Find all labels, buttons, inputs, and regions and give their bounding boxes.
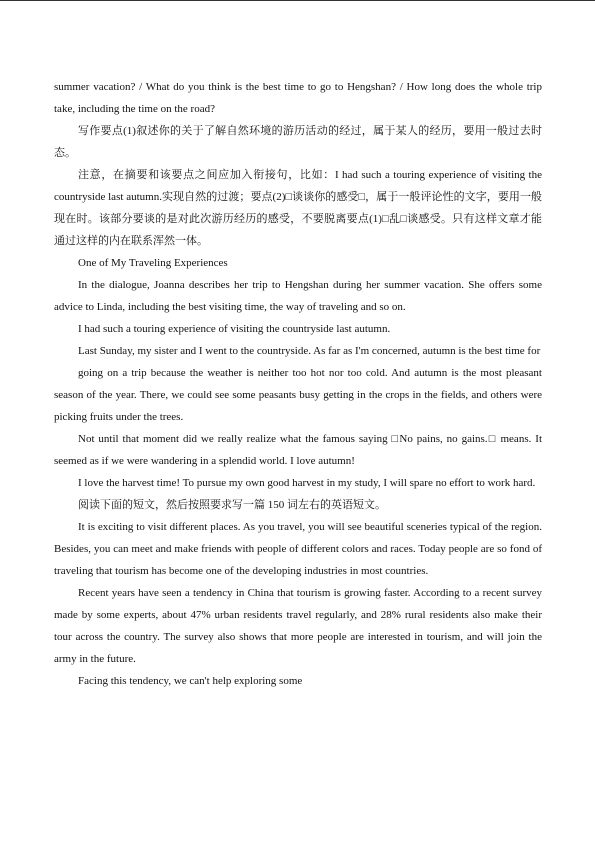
paragraph-14: Facing this tendency, we can't help exploring some: [78, 675, 303, 687]
paragraph-3: 注意，在摘要和该要点之间应加入衔接句，比如：I had such a touring experience of visiting the countryside last autumn.实现自然的过渡；要点(2)□谈谈你的感受□，属于一般评论性的文字，要用一般现在时。该部分要谈的是对此次游历经历的感受，不要脱离要点(1)□乱□谈感受。只有这样文章才能通过这样的内在联系浑然一体。: [54, 169, 542, 247]
paragraph-8: going on a trip because the weather is neither too hot nor too cold. And autumn is the most pleasant season of the year. There, we could see some peasants busy getting in the crops in the fields, and others were picking fruits under the trees.: [54, 367, 542, 423]
task-instruction: 阅读下面的短文，然后按照要求写一篇 150 词左右的英语短文。: [78, 499, 386, 511]
paragraph-9: Not until that moment did we really realize what the famous saying □No pains, no gains.□ means. It seemed as if we were wandering in a splendid world. I love autumn!: [54, 433, 542, 467]
paragraph-6: I had such a touring experience of visiting the countryside last autumn.: [78, 323, 391, 335]
paragraph-12: It is exciting to visit different places. As you travel, you will see beautiful sceneries typical of the region. Besides, you can meet and make friends with people of different colors and races. Today people are so fond of traveling that tourism has become one of the developing industries in most countries.: [54, 521, 542, 577]
paragraph-10: I love the harvest time! To pursue my own good harvest in my study, I will spare no effort to work hard.: [78, 477, 536, 489]
document-body: [54, 76, 542, 692]
paragraph-7: Last Sunday, my sister and I went to the countryside. As far as I'm concerned, autumn is the best time for: [78, 345, 541, 357]
paragraph-2: 写作要点(1)叙述你的关于了解自然环境的游历活动的经过，属于某人的经历，要用一般过去时态。: [54, 125, 542, 159]
paragraph-1: summer vacation? / What do you think is the best time to go to Hengshan? / How long does the whole trip take, including the time on the road?: [54, 81, 542, 115]
page-top-rule: [0, 0, 595, 1]
essay-title: One of My Traveling Experiences: [78, 257, 228, 269]
paragraph-5: In the dialogue, Joanna describes her trip to Hengshan during her summer vacation. She offers some advice to Linda, including the best visiting time, the way of traveling and so on.: [54, 279, 542, 313]
paragraph-13: Recent years have seen a tendency in China that tourism is growing faster. According to a recent survey made by some experts, about 47% urban residents travel regularly, and 28% rural residents also make their tour across the country. The survey also shows that more people are interested in tourism, and will join the army in the future.: [54, 587, 542, 665]
